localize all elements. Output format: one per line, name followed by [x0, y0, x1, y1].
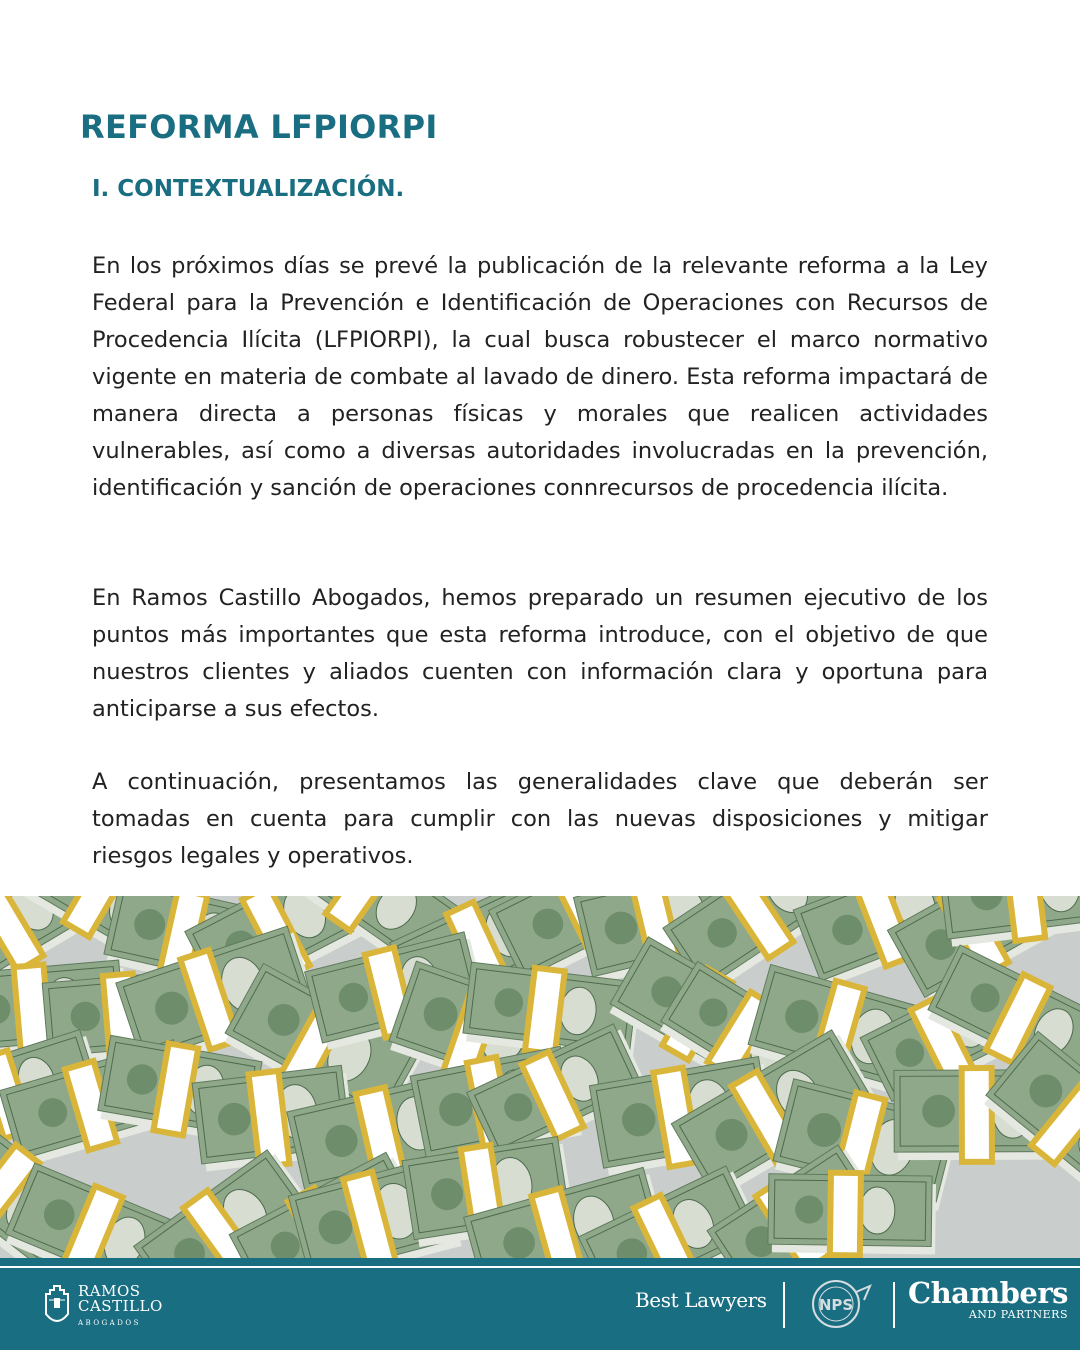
money-stacks-image: [0, 896, 1080, 1258]
paragraph-context: En los próximos días se prevé la publicación de la relevante reforma a la Ley Federal para la Prevención e Identificación de Operaciones con Recursos de Procedencia Ilícita (LFPIORPI), la cual busca robustecer el marco normativo vigente en materia de combate al lavado de dinero. Esta reforma impactará de manera directa a personas físicas y morales que realicen actividades vulnerables, así como a diversas autoridades involucradas en la prevención, identificación y sanción de operaciones connrecursos de procedencia ilícita.: [92, 253, 988, 501]
chambers-title: Chambers: [908, 1276, 1068, 1310]
logo-line-castillo: CASTILLO: [78, 1297, 163, 1315]
ramos-castillo-logo: [42, 1280, 182, 1336]
banknote-stack: [768, 1172, 936, 1257]
paragraph-next-steps: A continuación, presentamos las generalidades clave que deberán ser tomadas en cuenta para cumplir con las nuevas disposiciones y mitigar riesgos legales y operativos.: [92, 769, 988, 869]
page-title: REFORMA LFPIORPI: [80, 108, 438, 146]
nps-badge-icon: [806, 1278, 874, 1330]
footer-bar: [0, 1258, 1080, 1350]
footer-divider-line: [0, 1266, 1080, 1268]
paragraph-firm-summary: En Ramos Castillo Abogados, hemos preparado un resumen ejecutivo de los puntos más importantes que esta reforma introduce, con el objetivo de que nuestros clientes y aliados cuenten con información clara y oportuna para anticiparse a sus efectos.: [92, 585, 988, 722]
footer-separator: [893, 1282, 895, 1328]
best-lawyers-logo: Best Lawyers: [635, 1288, 767, 1312]
nps-badge-text: NPS: [818, 1296, 854, 1314]
logo-line-ramos: RAMOS: [78, 1282, 141, 1300]
chambers-logo: [908, 1278, 1068, 1322]
logo-line-abogados: ABOGADOS: [78, 1319, 141, 1327]
section-heading: I. CONTEXTUALIZACIÓN.: [92, 176, 405, 202]
chambers-subtitle: AND PARTNERS: [968, 1308, 1068, 1321]
money-stacks-illustration: [0, 896, 1080, 1258]
castle-crest-icon: [42, 1280, 72, 1334]
footer-separator: [783, 1282, 785, 1328]
